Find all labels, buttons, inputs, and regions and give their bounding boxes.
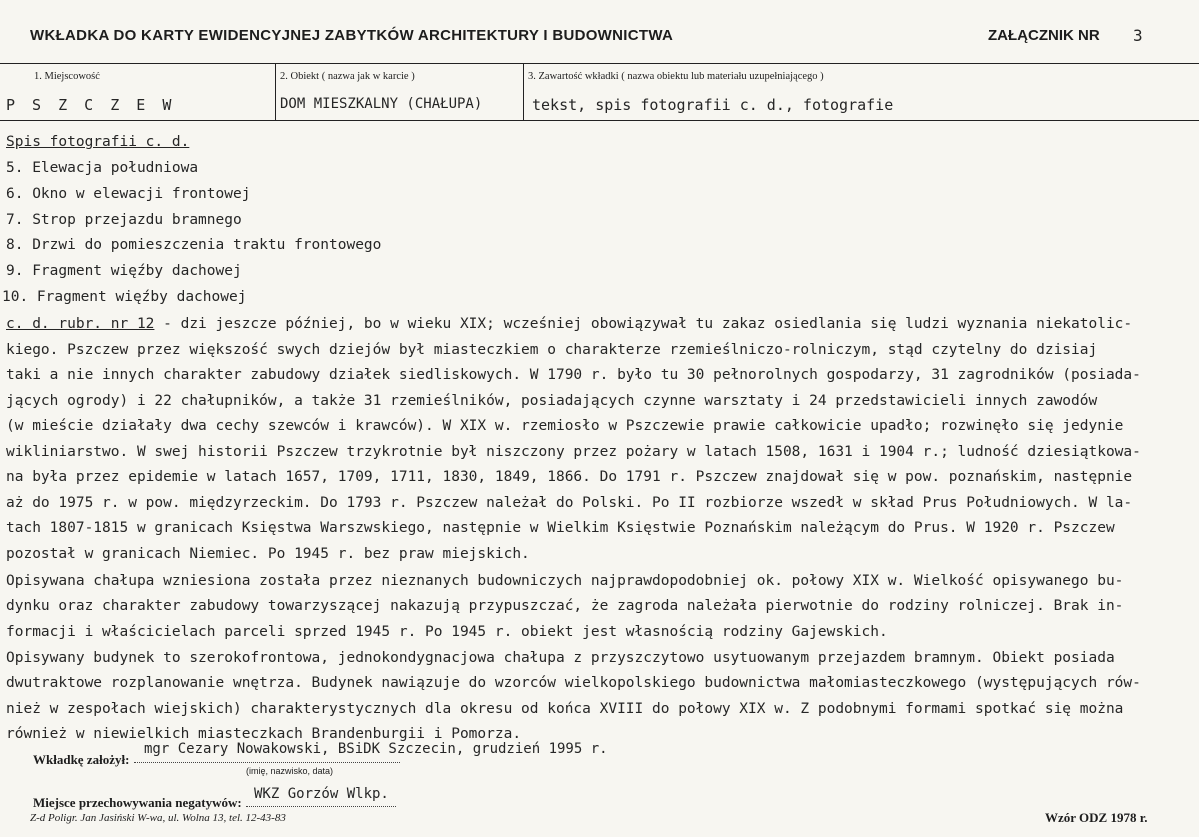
body-line: dynku oraz charakter zabudowy towarzyszącej nakazują przypuszczać, że zagroda należała pierwotnie do rodziny rolniczej. Brak in- — [6, 598, 1124, 614]
column-label-object: 2. Obiekt ( nazwa jak w karcie ) — [280, 71, 415, 82]
column-divider-1 — [275, 63, 276, 120]
body-line: Opisywany budynek to szerokofrontowa, jednokondygnacjowa chałupa z przyszczytowo usytuowanym przejazdem bramnym. Obiekt posiada — [6, 650, 1115, 666]
attachment-number: 3 — [1133, 26, 1143, 45]
body-line: nież w zespołach wiejskich) charakterystycznych dla okresu od końca XVIII do połowy XIX w. Z podobnymi formami spotkać się można — [6, 701, 1124, 717]
table-bottom-border — [0, 120, 1199, 121]
content-value: tekst, spis fotografii c. d., fotografie — [532, 96, 894, 114]
body-line-1-text: - dzi jeszcze później, bo w wieku XIX; wcześniej obowiązywał tu zakaz osiedlania się ludzi wyznania niekatolic- — [154, 316, 1133, 332]
list-item: 5. Elewacja południowa — [6, 160, 199, 176]
negatives-label: Miejsce przechowywania negatywów: — [33, 795, 242, 810]
body-line: również w niewielkich miasteczkach Brandenburgii i Pomorza. — [6, 726, 522, 742]
body-line-1 — [6, 316, 1132, 332]
attachment-label: ZAŁĄCZNIK NR — [988, 27, 1100, 44]
body-line: tach 1807-1815 w granicach Księstwa Warszwskiego, następnie w Wielkim Księstwie Poznańskim należącym do Prus. W 1920 r. Pszczew — [6, 520, 1115, 536]
list-item: 9. Fragment więźby dachowej — [6, 263, 242, 279]
body-line: formacji i właścicielach parceli sprzed 1945 r. Po 1945 r. obiekt jest własnością rodziny Gajewskich. — [6, 624, 888, 640]
list-item: 6. Okno w elewacji frontowej — [6, 186, 251, 202]
printer-imprint: Z-d Poligr. Jan Jasiński W-wa, ul. Wolna 13, tel. 12-43-83 — [30, 812, 286, 824]
table-top-border — [0, 63, 1199, 64]
object-value: DOM MIESZKALNY (CHAŁUPA) — [280, 96, 483, 112]
column-divider-2 — [523, 63, 524, 120]
locality-value: P S Z C Z E W — [6, 96, 176, 114]
body-line: (w mieście działały dwa cechy szewców i krawców). W XIX w. rzemiosło w Pszczewie prawie całkowicie upadło; rozwinęło się jedynie — [6, 418, 1124, 434]
body-line: taki a nie innych charakter zabudowy działek siedliskowych. W 1790 r. było tu 30 pełnorolnych gospodarzy, 31 zagrodników (posiada- — [6, 367, 1141, 383]
body-line: dwutraktowe rozplanowanie wnętrza. Budynek nawiązuje do wzorców wielkopolskiego budownictwa małomiasteczkowego (występujących rów- — [6, 675, 1141, 691]
author-label: Wkładkę założył: — [33, 752, 130, 767]
negatives-value: WKZ Gorzów Wlkp. — [254, 786, 389, 802]
form-title: WKŁADKA DO KARTY EWIDENCYJNEJ ZABYTKÓW ARCHITEKTURY I BUDOWNICTWA — [30, 27, 674, 44]
column-label-locality: 1. Miejscowość — [34, 71, 100, 82]
form-template-id: Wzór ODZ 1978 r. — [1045, 810, 1148, 825]
body-line: Opisywana chałupa wzniesiona została przez nieznanych budowniczych najprawdopodobniej ok. połowy XIX w. Wielkość opisywanego bu- — [6, 573, 1124, 589]
column-label-content: 3. Zawartość wkładki ( nazwa obiektu lub materiału uzupełniającego ) — [528, 71, 824, 82]
body-line: kiego. Pszczew przez większość swych dziejów był miasteczkiem o charakterze rzemieślniczo-rolniczym, stąd czytelny do dzisiaj — [6, 342, 1098, 358]
author-caption: (imię, nazwisko, data) — [246, 766, 334, 776]
author-dotted-line — [134, 762, 400, 763]
list-item: 7. Strop przejazdu bramnego — [6, 212, 242, 228]
body-line: wikliniarstwo. W swej historii Pszczew trzykrotnie był niszczony przez pożary w latach 1508, 1631 i 1904 r.; ludność dziesiątkowa- — [6, 444, 1141, 460]
rubric-reference: c. d. rubr. nr 12 — [6, 316, 155, 332]
negatives-dotted-line — [246, 806, 396, 807]
author-value: mgr Cezary Nowakowski, BSiDK Szczecin, grudzień 1995 r. — [144, 741, 608, 757]
body-line: na była przez epidemie w latach 1657, 1709, 1711, 1830, 1849, 1866. Do 1791 r. Pszczew znajdował się w pow. poznańskim, następnie — [6, 469, 1133, 485]
body-line: jących ogrody) i 22 chałupników, a także 31 rzemieślników, posiadających czynne warsztaty i 24 przedstawicieli innych zawodów — [6, 393, 1098, 409]
list-item: 10. Fragment więźby dachowej — [2, 289, 247, 305]
photo-list-title: Spis fotografii c. d. — [6, 134, 190, 150]
body-line: aż do 1975 r. w pow. międzyrzeckim. Do 1793 r. Pszczew należał do Polski. Po II rozbiorze wszedł w skład Prus Południowych. W la- — [6, 495, 1133, 511]
list-item: 8. Drzwi do pomieszczenia traktu frontowego — [6, 237, 382, 253]
body-line: pozostał w granicach Niemiec. Po 1945 r. bez praw miejskich. — [6, 546, 530, 562]
